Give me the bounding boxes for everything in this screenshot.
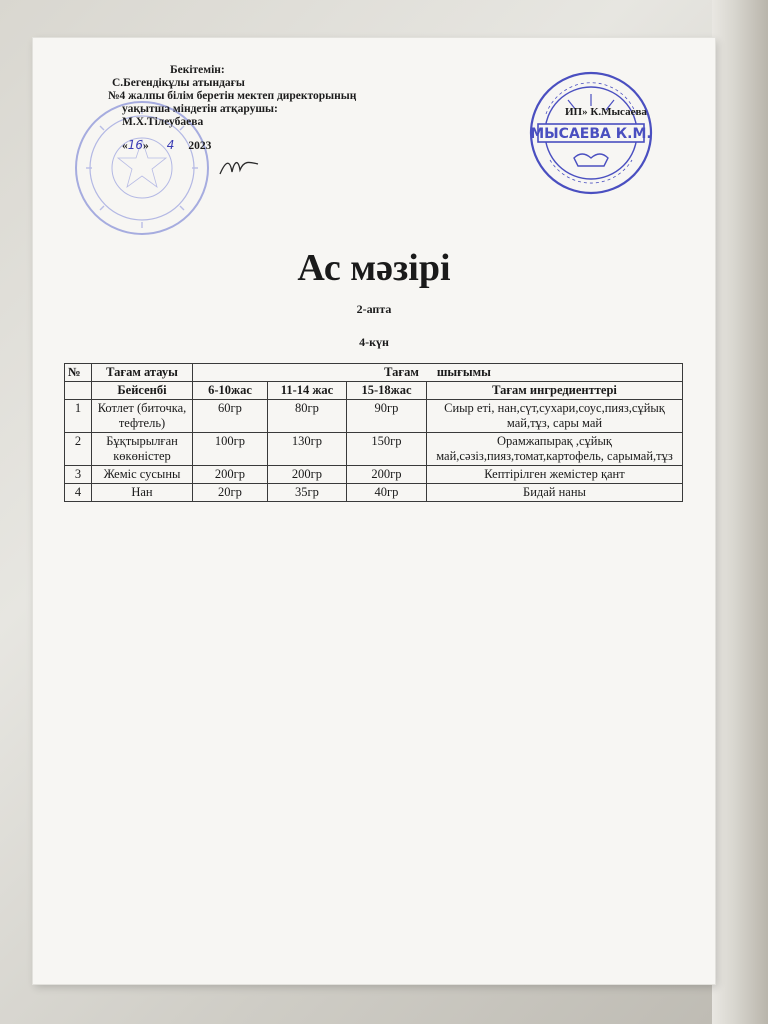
table-row: 3 Жеміс сусыны 200гр 200гр 200гр Кептірілген жемістер қант: [65, 466, 683, 484]
approval-heading: Бекітемін:: [170, 64, 225, 76]
table-header-row: [65, 364, 683, 382]
table-row: 2 Бұқтырылған көкөністер 100гр 130гр 150гр Орамжапырақ ,сұйық май,сәзіз,пияз,томат,картофель, сарымай,тұз: [65, 433, 683, 466]
round-seal-right: [528, 70, 654, 196]
day-label: 4-күн: [359, 335, 389, 349]
table-row: 1 Котлет (биточка, тефтель) 60гр 80гр 90гр Сиыр еті, нан,сүт,сухари,соус,пияз,сұйық май,тұз, сары май: [65, 400, 683, 433]
header-output: Тағам шығымы: [193, 364, 683, 382]
menu-table: [64, 363, 683, 502]
approval-date: «16» 4 2023: [122, 138, 212, 152]
approval-date-month: 4: [166, 138, 175, 152]
header-age-11-14: 11-14 жас: [268, 382, 347, 400]
approval-school-name: С.Бегендікұлы атындағы: [112, 77, 245, 89]
header-ingredients: Тағам ингредиенттері: [427, 382, 683, 400]
approval-block: [90, 64, 420, 153]
header-dish-name: Тағам атауы: [92, 364, 193, 382]
entrepreneur-label: ИП» К.Мысаева: [565, 106, 647, 118]
svg-text:МЫСАЕВА К.М.: МЫСАЕВА К.М.: [530, 126, 652, 142]
signature: [218, 156, 262, 180]
approval-date-year: 2023: [188, 140, 212, 152]
table-subheader-row: [65, 382, 683, 400]
table-row: 4 Нан 20гр 35гр 40гр Бидай наны: [65, 484, 683, 502]
week-label: 2-апта: [356, 302, 392, 316]
header-num: №: [65, 364, 92, 382]
header-weekday: Бейсенбі: [92, 382, 193, 400]
header-age-6-10: 6-10жас: [193, 382, 268, 400]
page-title: Ас мәзірі: [297, 247, 451, 289]
approval-date-day: 16: [127, 138, 144, 152]
approval-person-name: М.Х.Тілеубаева: [122, 116, 204, 128]
header-age-15-18: 15-18жас: [347, 382, 427, 400]
approval-acting-role: уақытша міндетін атқарушы:: [122, 103, 278, 115]
background-fabric: [712, 0, 768, 1024]
approval-school-director: №4 жалпы білім беретін мектеп директорының: [108, 90, 357, 102]
